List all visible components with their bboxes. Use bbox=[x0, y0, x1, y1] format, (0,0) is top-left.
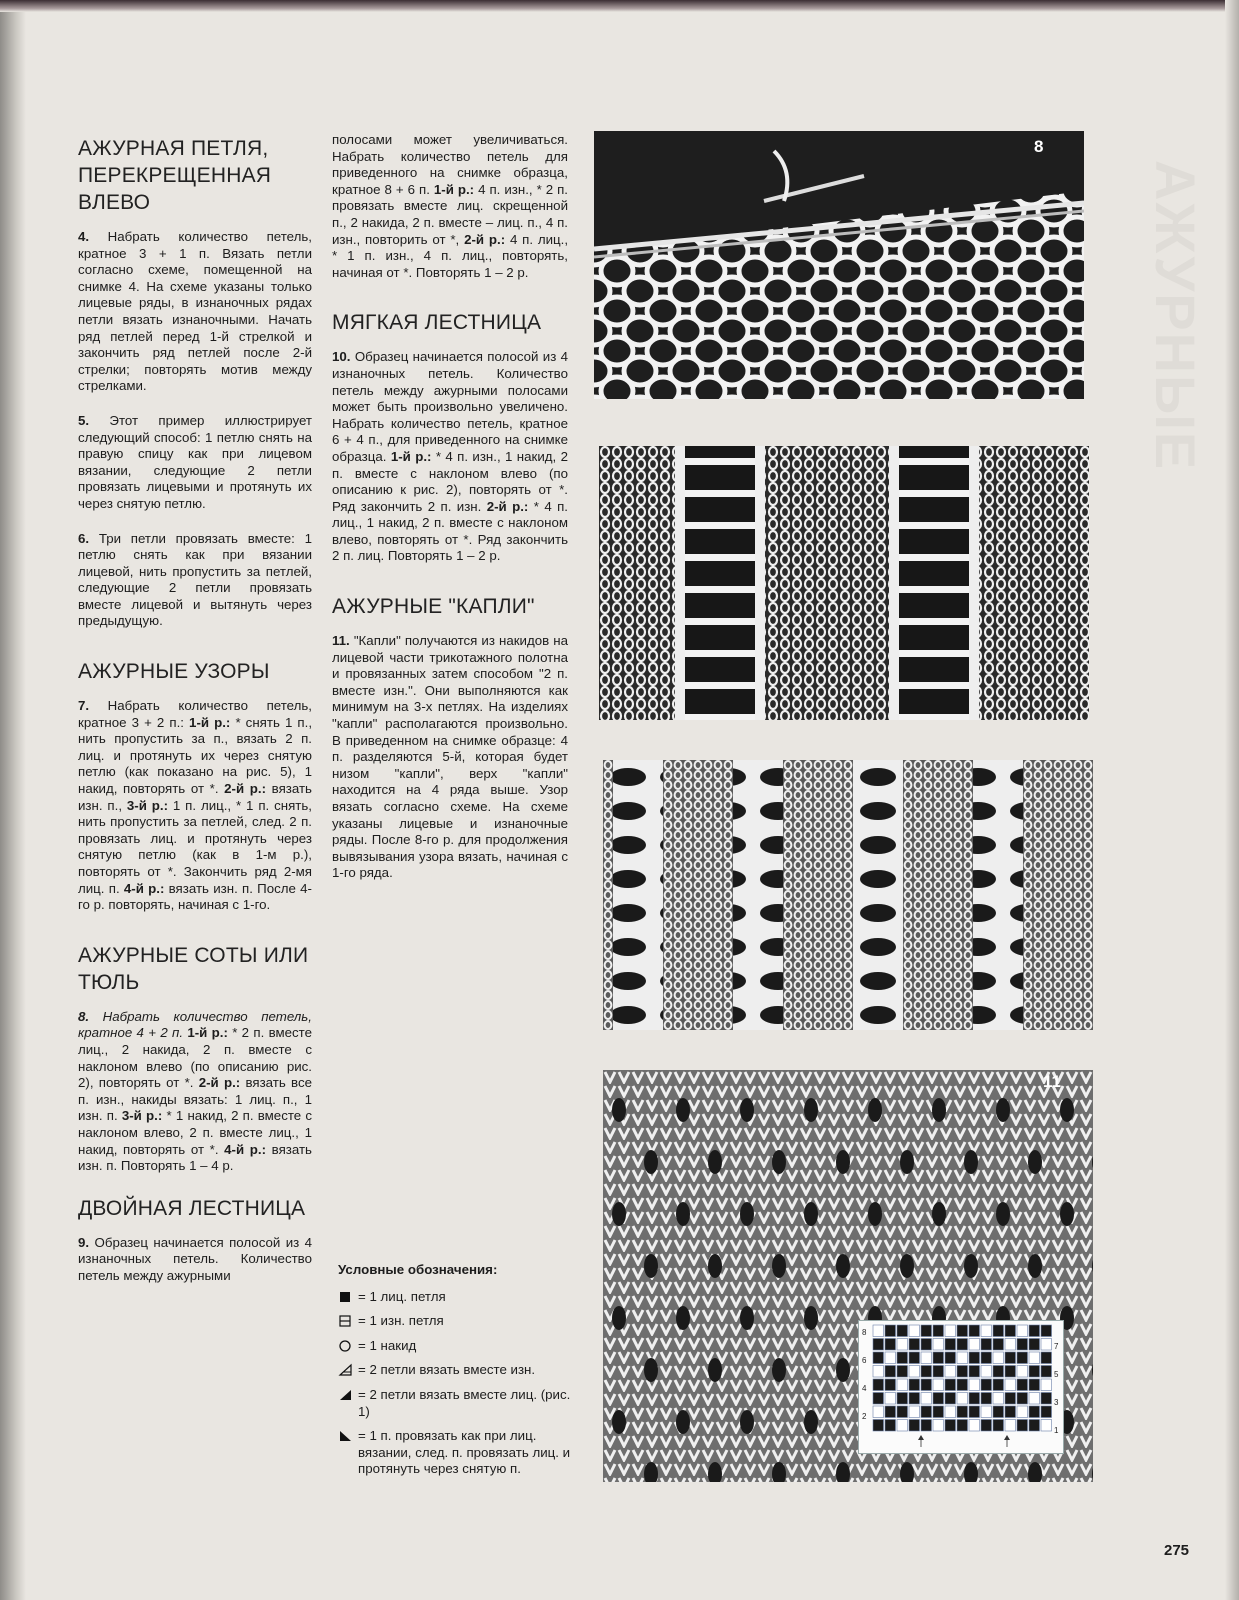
chart-cell bbox=[933, 1420, 944, 1432]
chart-cell bbox=[909, 1393, 920, 1405]
minus-square-icon bbox=[338, 1314, 354, 1328]
chart-cell bbox=[981, 1352, 992, 1364]
chart-cell bbox=[957, 1406, 968, 1418]
chart-cell bbox=[921, 1339, 932, 1351]
chart-cell bbox=[873, 1325, 884, 1337]
chart-cell bbox=[909, 1352, 920, 1364]
legend-item: = 2 петли вязать вместе изн. bbox=[338, 1362, 572, 1379]
heading-double-ladder: ДВОЙНАЯ ЛЕСТНИЦА bbox=[78, 1196, 306, 1220]
chart-cell bbox=[1041, 1393, 1052, 1405]
chart-cell bbox=[945, 1406, 956, 1418]
chart-cell bbox=[897, 1420, 908, 1432]
paragraph-5: 5. Этот пример иллюстрирует следующий способ: 1 петлю снять на правую спицу как при лицевом вязании, следующие 2 петли провязать лицевыми и протянуть их через снятую петлю. bbox=[78, 412, 312, 511]
knitting-chart bbox=[858, 1320, 1064, 1454]
chart-cell bbox=[1005, 1325, 1016, 1337]
outline-triangle-icon bbox=[338, 1363, 354, 1377]
chart-cell bbox=[933, 1339, 944, 1351]
chart-cell bbox=[897, 1379, 908, 1391]
symbol-legend bbox=[338, 1262, 572, 1486]
chart-cell bbox=[957, 1325, 968, 1337]
knitting-photo-8 bbox=[594, 131, 1084, 399]
chart-row-label-left: 8 bbox=[862, 1328, 867, 1337]
chart-cell bbox=[957, 1339, 968, 1351]
chart-row-label-left: 2 bbox=[862, 1412, 867, 1421]
chart-cell bbox=[945, 1366, 956, 1378]
chart-cell bbox=[981, 1406, 992, 1418]
chart-cell bbox=[1017, 1325, 1028, 1337]
chart-cell bbox=[945, 1393, 956, 1405]
chart-cell bbox=[897, 1366, 908, 1378]
chart-cell bbox=[945, 1420, 956, 1432]
chart-cell bbox=[921, 1393, 932, 1405]
chart-cell bbox=[921, 1366, 932, 1378]
chart-cell bbox=[897, 1339, 908, 1351]
chart-cell bbox=[957, 1393, 968, 1405]
chart-cell bbox=[993, 1352, 1004, 1364]
chart-cell bbox=[909, 1379, 920, 1391]
photo-number-8: 8 bbox=[1034, 137, 1044, 156]
chart-cell bbox=[1017, 1420, 1028, 1432]
chart-cell bbox=[981, 1379, 992, 1391]
paragraph-6: 6. Три петли провязать вместе: 1 петлю снять как при вязании лицевой, нить пропустить за петлей, следующие 2 петли провязать вместе лицевой и вытянуть через предыдущую. bbox=[78, 530, 312, 629]
chart-cell bbox=[933, 1393, 944, 1405]
chart-cell bbox=[969, 1420, 980, 1432]
chart-cell bbox=[957, 1420, 968, 1432]
chart-cell bbox=[957, 1379, 968, 1391]
chart-cell bbox=[1029, 1406, 1040, 1418]
chart-cell bbox=[1017, 1366, 1028, 1378]
heading-honeycomb-tulle: АЖУРНЫЕ СОТЫ ИЛИ ТЮЛЬ bbox=[78, 943, 309, 994]
paragraph-4: 4. Набрать количество петель, кратное 3 + 1 п. Вязать петли согласно схеме, помещенной на снимке 4. На схеме указаны только лицевые ряды, в изнаночных рядах петли вязать изнаночными. Начать ряд петлей перед 1-й стрелкой и закончить ряд петлей после 2-й стрелки; повторять мотив между стрелками. bbox=[78, 229, 312, 394]
chart-cell bbox=[1029, 1379, 1040, 1391]
chart-cell bbox=[1041, 1339, 1052, 1351]
chart-row-label-left: 6 bbox=[862, 1356, 867, 1365]
chart-cell bbox=[873, 1406, 884, 1418]
photo-number-11: 11 bbox=[1043, 1072, 1061, 1091]
chart-cell bbox=[885, 1325, 896, 1337]
text-column-middle bbox=[332, 132, 568, 900]
chart-cell bbox=[1005, 1379, 1016, 1391]
chart-cell bbox=[993, 1393, 1004, 1405]
chart-cell bbox=[873, 1352, 884, 1364]
chart-cell bbox=[933, 1325, 944, 1337]
chart-cell bbox=[909, 1339, 920, 1351]
chart-cell bbox=[885, 1366, 896, 1378]
honeycomb-knit-photo bbox=[594, 131, 1084, 399]
chart-cell bbox=[933, 1366, 944, 1378]
chart-cell bbox=[981, 1325, 992, 1337]
chart-cell bbox=[1041, 1379, 1052, 1391]
chart-cell bbox=[969, 1325, 980, 1337]
text-column-left bbox=[78, 135, 312, 1303]
slant-triangle-icon bbox=[338, 1429, 354, 1443]
chart-cell bbox=[945, 1339, 956, 1351]
chart-cell bbox=[897, 1393, 908, 1405]
chart-cells bbox=[873, 1325, 1052, 1431]
heading-soft-ladder: МЯГКАЯ ЛЕСТНИЦА bbox=[332, 311, 542, 335]
chart-cell bbox=[1041, 1406, 1052, 1418]
chart-cell bbox=[885, 1339, 896, 1351]
heading-lace-drops: АЖУРНЫЕ "КАПЛИ" bbox=[332, 595, 535, 619]
chart-cell bbox=[1017, 1339, 1028, 1351]
chart-cell bbox=[921, 1406, 932, 1418]
chart-cell bbox=[1005, 1339, 1016, 1351]
chart-cell bbox=[1017, 1352, 1028, 1364]
chart-cell bbox=[1041, 1352, 1052, 1364]
chart-cell bbox=[885, 1406, 896, 1418]
paragraph-9: 9. Образец начинается полосой из 4 изнаночных петель. Количество петель между ажурными bbox=[78, 1234, 312, 1283]
chart-cell bbox=[885, 1420, 896, 1432]
chart-cell bbox=[981, 1366, 992, 1378]
paragraph-7: 7. Набрать количество петель, кратное 3 + 2 п.: 1-й р.: * снять 1 п., нить пропустить за п., вязать 2 п. лиц. и протянуть их через снятую петлю (как показано на рис. 5), 1 накид, повторять от *. 2-й р.: вязать изн. п., 3-й р.: 1 п. лиц., * 1 п. снять, нить пропустить за петлей, след. 2 п. провязать лиц. и протянуть через снятую петлю (как в 1-м р.), повторять от *. Закончить ряд 2-мя лиц. п. 4-й р.: вязать изн. п. После 4-го р. повторять, начиная с 1-го. bbox=[78, 698, 313, 913]
paragraph-9-continued: полосами может увеличиваться. Набрать количество петель для приведенного на снимке образца, кратное 8 + 6 п. 1-й р.: 4 п. изн., * 2 п. провязать вместе лиц. скрещенной п., 2 накида, 2 п. вместе – лиц. п., 4 п. изн., повторить от *, 2-й р.: 4 п. лиц., * 1 п. изн., 4 п. лиц., повторять, начиная от *. Повторять 1 – 2 р. bbox=[332, 132, 569, 280]
chart-cell bbox=[1017, 1406, 1028, 1418]
chart-cell bbox=[921, 1379, 932, 1391]
chart-cell bbox=[1005, 1352, 1016, 1364]
chart-cell bbox=[1029, 1352, 1040, 1364]
chart-cell bbox=[909, 1366, 920, 1378]
chart-cell bbox=[933, 1352, 944, 1364]
chart-cell bbox=[993, 1339, 1004, 1351]
chart-row-label-right: 7 bbox=[1054, 1342, 1059, 1351]
chart-row-label-left: 4 bbox=[862, 1384, 867, 1393]
chart-cell bbox=[981, 1393, 992, 1405]
chart-cell bbox=[1041, 1325, 1052, 1337]
chart-cell bbox=[909, 1325, 920, 1337]
chart-cell bbox=[993, 1366, 1004, 1378]
chart-cell bbox=[969, 1339, 980, 1351]
chart-cell bbox=[921, 1325, 932, 1337]
chart-cell bbox=[969, 1379, 980, 1391]
page-right-edge bbox=[1225, 0, 1239, 1600]
legend-item: = 1 лиц. петля bbox=[338, 1289, 572, 1306]
chart-cell bbox=[1005, 1393, 1016, 1405]
chart-cell bbox=[897, 1325, 908, 1337]
double-ladder-knit-photo bbox=[599, 446, 1089, 720]
chart-cell bbox=[933, 1406, 944, 1418]
chart-cell bbox=[1005, 1406, 1016, 1418]
chart-cell bbox=[897, 1406, 908, 1418]
chart-cell bbox=[945, 1325, 956, 1337]
chart-cell bbox=[909, 1420, 920, 1432]
filled-square-icon bbox=[338, 1290, 354, 1304]
chart-cell bbox=[873, 1366, 884, 1378]
chart-cell bbox=[909, 1406, 920, 1418]
chart-cell bbox=[873, 1339, 884, 1351]
chart-cell bbox=[969, 1352, 980, 1364]
chart-cell bbox=[897, 1352, 908, 1364]
chart-cell bbox=[993, 1406, 1004, 1418]
chart-cell bbox=[945, 1352, 956, 1364]
chart-cell bbox=[981, 1420, 992, 1432]
legend-item: = 2 петли вязать вместе лиц. (рис. 1) bbox=[338, 1387, 572, 1420]
chart-row-label-right: 5 bbox=[1054, 1370, 1059, 1379]
chart-cell bbox=[1029, 1366, 1040, 1378]
chart-cell bbox=[969, 1366, 980, 1378]
chart-cell bbox=[933, 1379, 944, 1391]
knitting-photo-10 bbox=[603, 760, 1093, 1030]
circle-icon bbox=[338, 1339, 354, 1353]
chart-row-label-right: 3 bbox=[1054, 1398, 1059, 1407]
paragraph-8: 8. Набрать количество петель, кратное 4 + 2 п. 1-й р.: * 2 п. вместе лиц., 2 накида, 2 п. вместе с наклоном влево (по описанию рис. 2), повторять от *. 2-й р.: вязать все п. изн., накиды вязать: 1 лиц. п., 1 изн. п. 3-й р.: * 1 накид, 2 п. вместе с наклоном влево, 2 п. вместе лиц., 1 накид, повторять от *. 4-й р.: вязать изн. п. Повторять 1 – 4 р. bbox=[78, 1008, 313, 1174]
paragraph-10: 10. Образец начинается полосой из 4 изнаночных петель. Количество петель между ажурными полосами может быть произвольно увеличено. Набрать количество петель, кратное 6 + 4 п., для приведенного на снимке образца. 1-й р.: * 4 п. изн., 1 накид, 2 п. вместе с наклоном влево (по описанию к рис. 2), повторять от *. Ряд закончить 2 п. изн. 2-й р.: * 4 п. лиц., 1 накид, 2 п. вместе с наклоном влево, повторять от *. Ряд закончить 2 п. лиц. Повторять 1 – 2 р. bbox=[332, 349, 569, 564]
legend-item: = 1 п. провязать как при лиц. вязании, след. п. провязать лиц. и протянуть через снятую п. bbox=[338, 1428, 572, 1478]
chart-cell bbox=[969, 1393, 980, 1405]
chart-cell bbox=[993, 1420, 1004, 1432]
chart-cell bbox=[945, 1379, 956, 1391]
page-binding-shadow bbox=[0, 0, 26, 1600]
heading-lace-patterns: АЖУРНЫЕ УЗОРЫ bbox=[78, 660, 270, 684]
legend-item: = 1 накид bbox=[338, 1338, 572, 1355]
legend-title: Условные обозначения: bbox=[338, 1262, 498, 1277]
chart-cell bbox=[885, 1393, 896, 1405]
paragraph-11: 11. "Капли" получаются из накидов на лицевой части трикотажного полотна и провязанных затем способом "2 п. вместе изн.". Они выполняются как минимум на 3-х петлях. На изделиях "капли" располагаются произвольно. В приведенном на снимке образце: 4 п. разделяются 5-й, которая будет низом "капли", верх "капли" находится на 4 ряда выше. Узор вязать согласно схеме. На схеме указаны лицевые и изнаночные ряды. После 8-го р. для продолжения вывязывания узора вязать, начиная с 1-го ряда. bbox=[332, 633, 568, 881]
chart-cell bbox=[873, 1420, 884, 1432]
legend-item: = 1 изн. петля bbox=[338, 1313, 572, 1330]
chart-cell bbox=[957, 1352, 968, 1364]
chart-cell bbox=[1029, 1325, 1040, 1337]
page-top-edge bbox=[0, 0, 1239, 12]
chart-cell bbox=[981, 1339, 992, 1351]
chart-cell bbox=[1029, 1420, 1040, 1432]
filled-triangle-icon bbox=[338, 1388, 354, 1402]
chart-cell bbox=[873, 1379, 884, 1391]
chart-cell bbox=[885, 1352, 896, 1364]
knitting-photo-9 bbox=[599, 446, 1089, 720]
soft-ladder-knit-photo bbox=[603, 760, 1093, 1030]
chart-cell bbox=[957, 1366, 968, 1378]
heading-lace-loop-crossed-left: АЖУРНАЯ ПЕТЛЯ, ПЕРЕКРЕЩЕННАЯ ВЛЕВО bbox=[78, 137, 272, 214]
page-number: 275 bbox=[1164, 1542, 1190, 1559]
chart-cell bbox=[921, 1352, 932, 1364]
chart-cell bbox=[969, 1406, 980, 1418]
chart-cell bbox=[1017, 1393, 1028, 1405]
chart-cell bbox=[885, 1379, 896, 1391]
chart-cell bbox=[921, 1420, 932, 1432]
chart-cell bbox=[1041, 1420, 1052, 1432]
chart-cell bbox=[1005, 1366, 1016, 1378]
chart-cell bbox=[1041, 1366, 1052, 1378]
chart-cell bbox=[1029, 1393, 1040, 1405]
chart-cell bbox=[1017, 1379, 1028, 1391]
chart-cell bbox=[873, 1393, 884, 1405]
chart-cell bbox=[993, 1325, 1004, 1337]
chart-grid bbox=[859, 1321, 1063, 1453]
chart-cell bbox=[993, 1379, 1004, 1391]
chart-row-label-right: 1 bbox=[1054, 1426, 1059, 1435]
side-title-ghost: АЖУРНЫЕ bbox=[1144, 160, 1207, 472]
chart-cell bbox=[1029, 1339, 1040, 1351]
chart-cell bbox=[1005, 1420, 1016, 1432]
